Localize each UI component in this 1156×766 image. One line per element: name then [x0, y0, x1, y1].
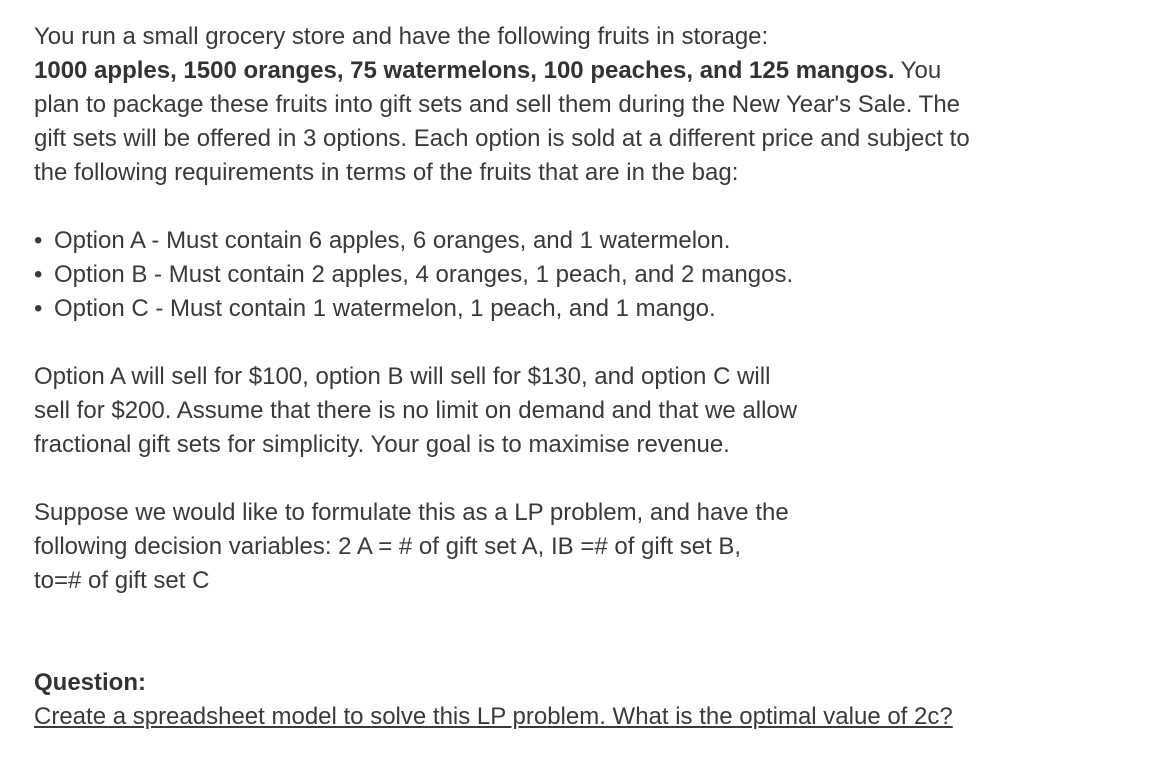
intro-line-4: gift sets will be offered in 3 options. Each option is sold at a different price and subject to — [34, 125, 970, 152]
option-b-text: Option B - Must contain 2 apples, 4 oranges, 1 peach, and 2 mangos. — [54, 261, 794, 288]
spacer — [34, 326, 1134, 360]
intro-line-2 — [34, 54, 1134, 88]
bullet-icon: • — [34, 295, 43, 322]
option-a-text: Option A - Must contain 6 apples, 6 oranges, and 1 watermelon. — [54, 227, 731, 254]
options-list — [34, 224, 1134, 326]
document-body — [34, 20, 1134, 734]
list-item — [34, 258, 1134, 292]
intro-line-5: the following requirements in terms of the fruits that are in the bag: — [34, 159, 739, 186]
option-c-text: Option C - Must contain 1 watermelon, 1 peach, and 1 mango. — [54, 295, 716, 322]
list-item — [34, 224, 1134, 258]
pricing-line-2: sell for $200. Assume that there is no limit on demand and that we allow — [34, 397, 798, 424]
pricing-line-1: Option A will sell for $100, option B will sell for $130, and option C will — [34, 363, 771, 390]
spacer — [34, 598, 1134, 666]
inventory-bold: 1000 apples, 1500 oranges, 75 watermelons, 100 peaches, and 125 mangos. — [34, 57, 895, 84]
spacer — [34, 190, 1134, 224]
list-item — [34, 292, 1134, 326]
spacer — [34, 462, 1134, 496]
formulation-line-1: Suppose we would like to formulate this as a LP problem, and have the — [34, 499, 789, 526]
question-label: Question: — [34, 669, 146, 696]
formulation-line-3: to=# of gift set C — [34, 567, 210, 594]
question-link[interactable]: Create a spreadsheet model to solve this LP problem. What is the optimal value of 2c? — [34, 703, 953, 730]
intro-line-2-tail: You — [894, 57, 942, 84]
formulation-line-2: following decision variables: 2 A = # of gift set A, IB =# of gift set B, — [34, 533, 742, 560]
intro-line-3: plan to package these fruits into gift sets and sell them during the New Year's Sale. The — [34, 91, 961, 118]
bullet-icon: • — [34, 227, 43, 254]
intro-line-1: You run a small grocery store and have the following fruits in storage: — [34, 23, 769, 50]
pricing-line-3: fractional gift sets for simplicity. Your goal is to maximise revenue. — [34, 431, 730, 458]
bullet-icon: • — [34, 261, 43, 288]
